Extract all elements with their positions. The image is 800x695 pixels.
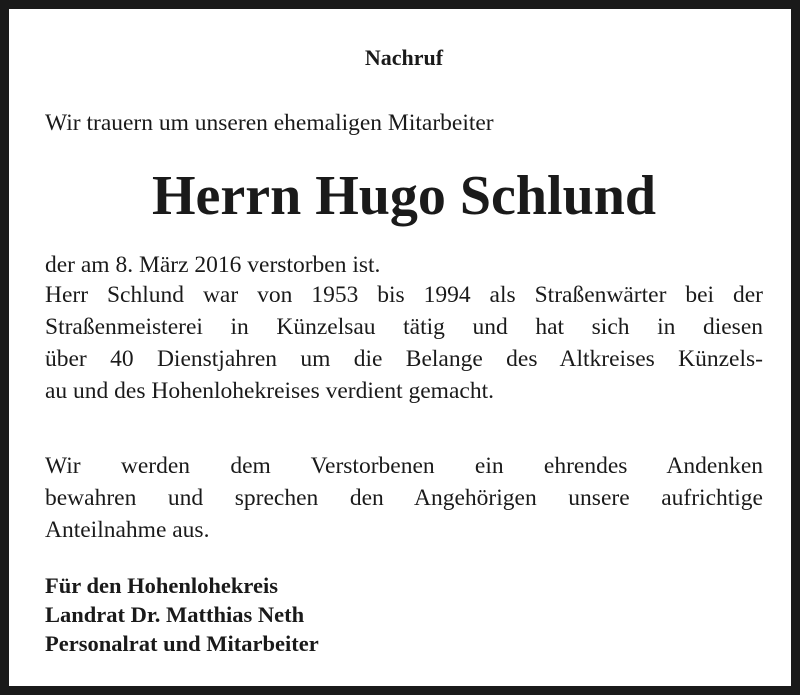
tribute-paragraph — [45, 279, 763, 407]
signature-block — [45, 571, 319, 658]
signature-line: Für den Hohenlohekreis — [45, 573, 278, 598]
deceased-name: Herrn Hugo Schlund — [151, 165, 657, 227]
paragraph-line: Wir werden dem Verstorbenen ein ehrendes Andenken — [45, 453, 763, 479]
signature-line: Landrat Dr. Matthias Neth — [45, 602, 305, 627]
condolence-paragraph — [45, 450, 763, 546]
intro-text: Wir trauern um unseren ehemaligen Mitarbeiter — [45, 110, 494, 136]
paragraph-line: au und des Hohenlohekreises verdient gemacht. — [45, 378, 494, 404]
paragraph-line: Straßenmeisterei in Künzelsau tätig und hat sich in diesen — [45, 314, 763, 340]
paragraph-line: Anteilnahme aus. — [45, 517, 210, 543]
signature-line: Personalrat und Mitarbeiter — [45, 631, 319, 656]
paragraph-line: Herr Schlund war von 1953 bis 1994 als Straßenwärter bei der — [45, 282, 763, 308]
date-of-death-text: der am 8. März 2016 verstorben ist. — [45, 252, 381, 278]
paragraph-line: über 40 Dienstjahren um die Belange des Altkreises Künzels- — [45, 346, 763, 372]
notice-heading: Nachruf — [364, 45, 444, 70]
paragraph-line: bewahren und sprechen den Angehörigen unsere aufrichtige — [45, 485, 763, 511]
